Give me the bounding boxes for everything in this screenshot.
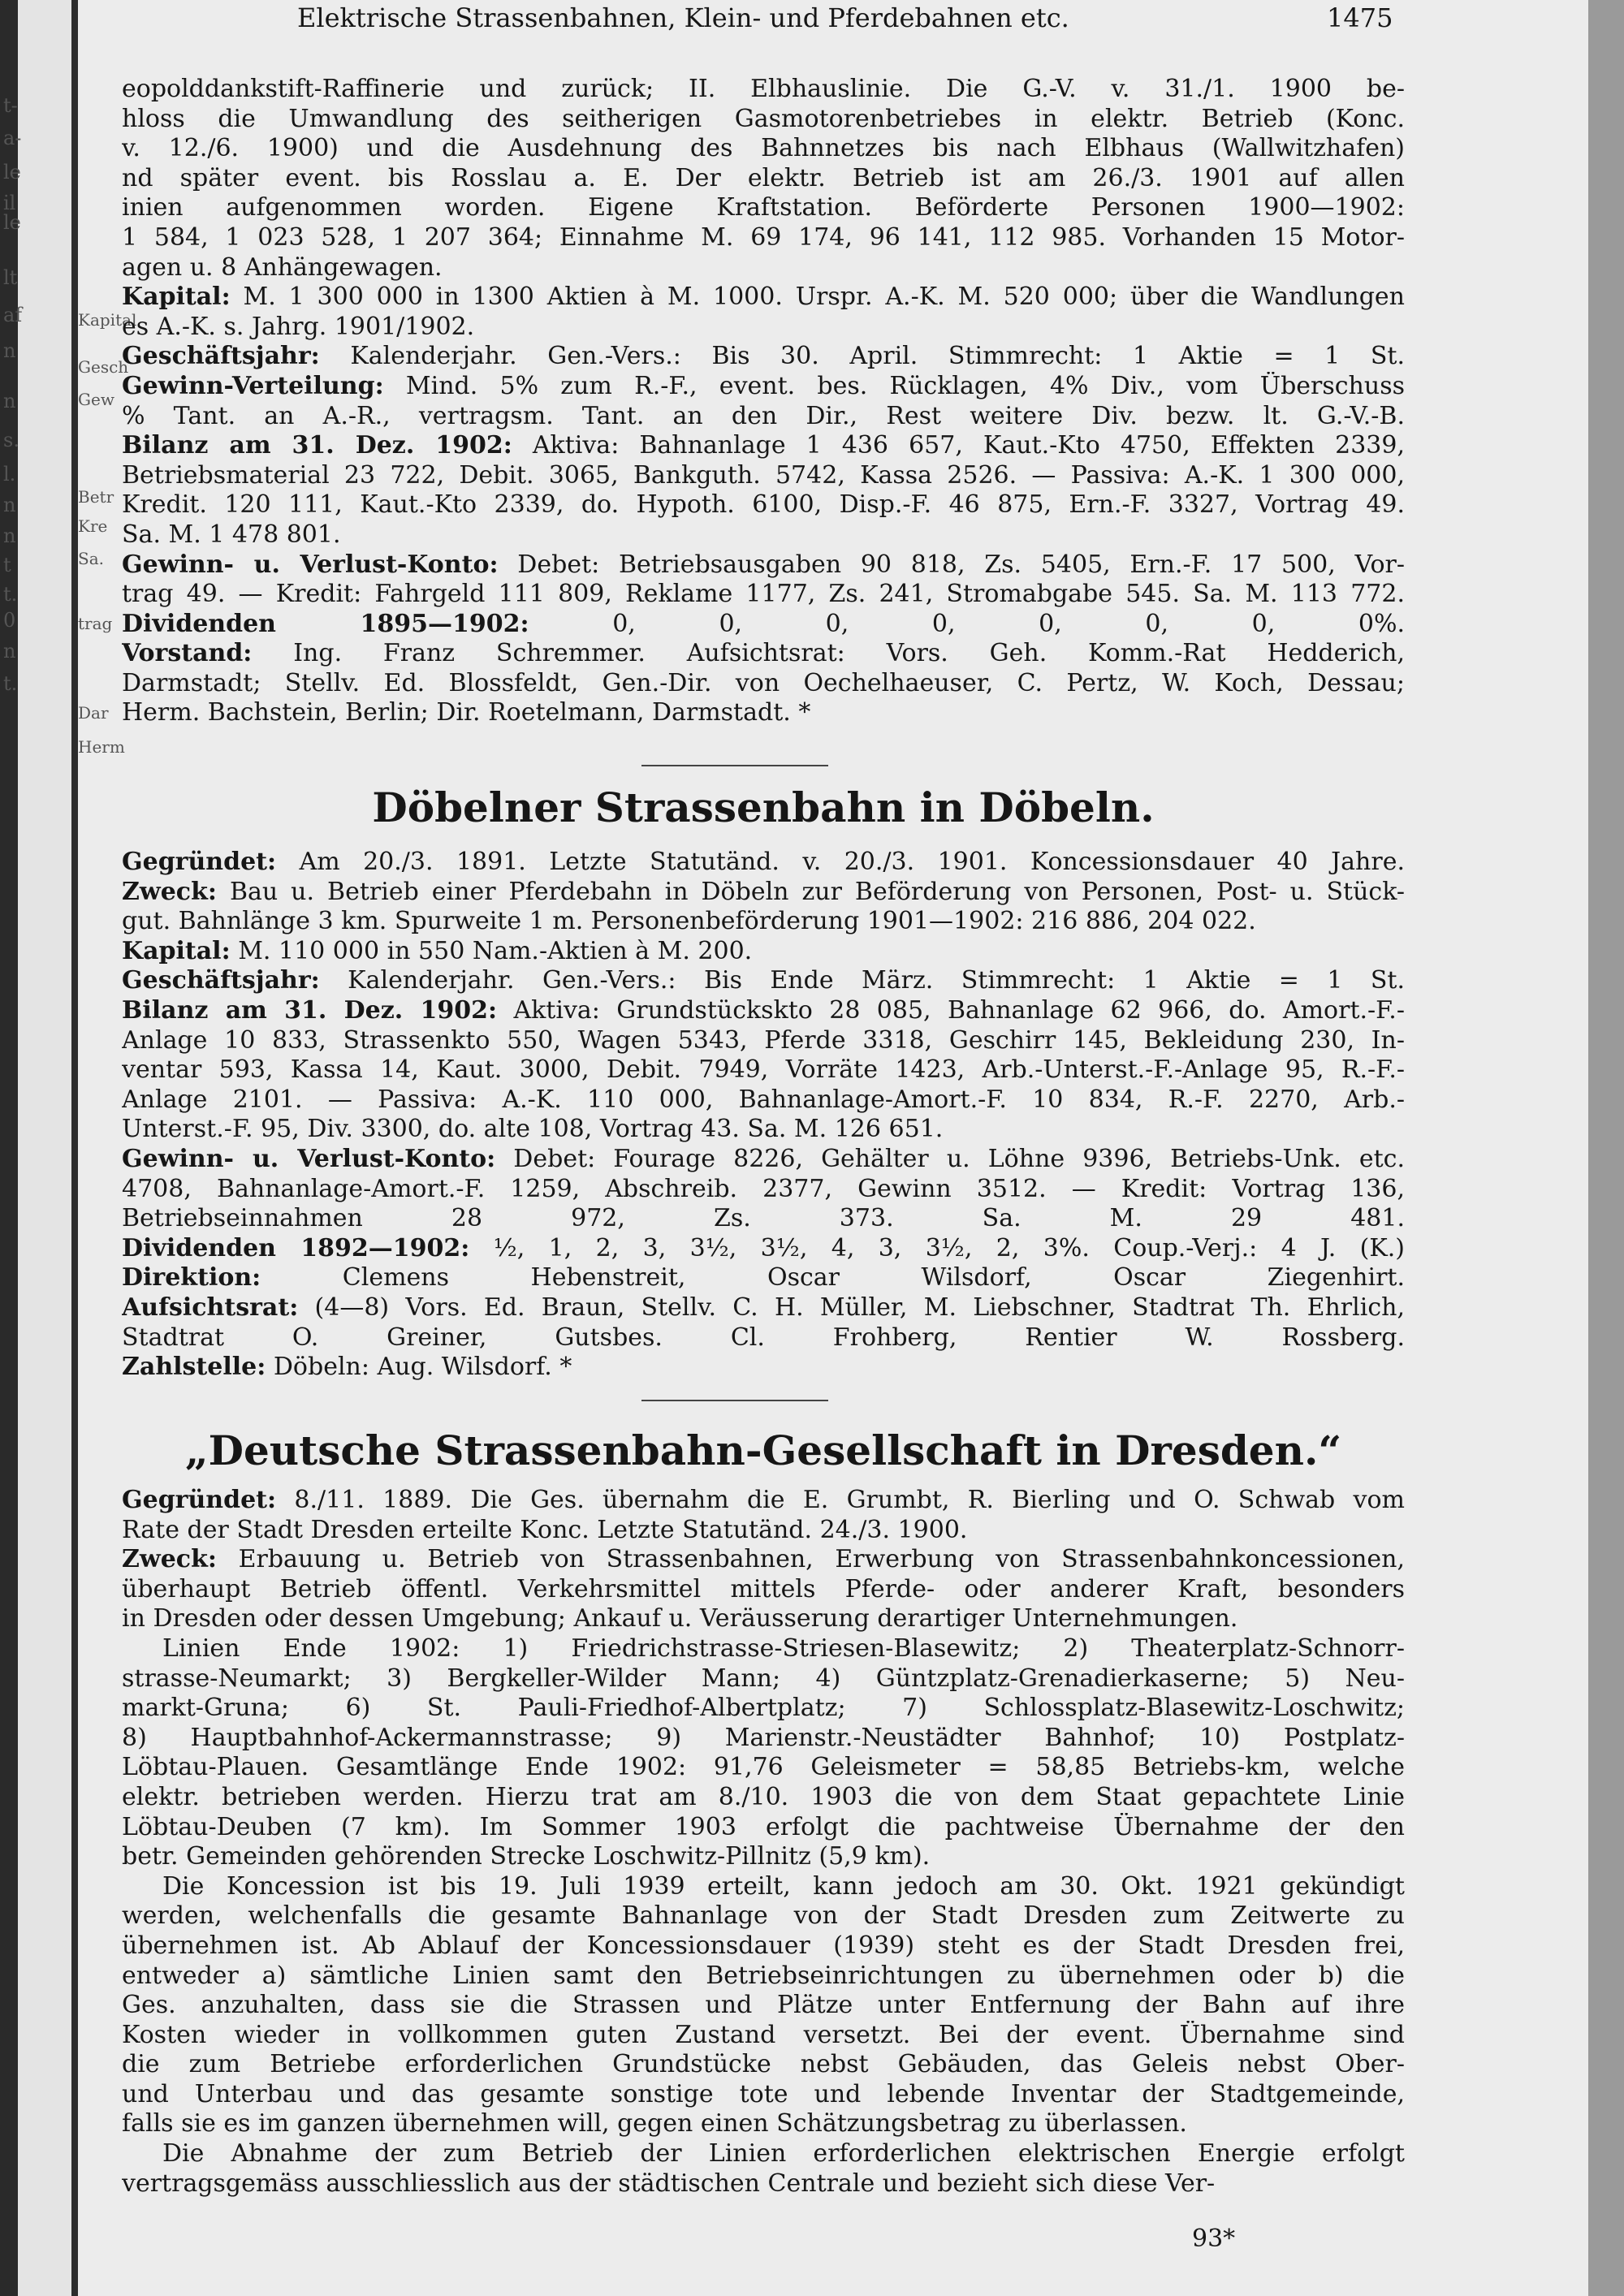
line-text: Ing. Franz Schremmer. Aufsichtsrat: Vors. Geh. Komm.-Rat Hedderich, bbox=[252, 639, 1405, 668]
text-line bbox=[122, 1175, 1405, 1205]
text-line bbox=[122, 283, 1405, 313]
margin-mark: Betr bbox=[78, 487, 114, 507]
line-text: nd später event. bis Rosslau a. E. Der elektr. Betrieb ist am 26./3. 1901 auf allen bbox=[122, 163, 1405, 192]
text-line bbox=[122, 1115, 1405, 1145]
line-text: Mind. 5% zum R.-F., event. bes. Rücklagen, 4% Div., vom Überschuss bbox=[383, 371, 1405, 400]
entry-label: Gegründet: bbox=[122, 1486, 277, 1514]
margin-mark: 0 bbox=[3, 609, 16, 632]
text-line bbox=[122, 313, 1405, 343]
divider-2 bbox=[641, 1400, 828, 1401]
line-text: trag 49. — Kredit: Fahrgeld 111 809, Reklame 1177, Zs. 241, Stromabgabe 545. Sa. M. 113 772. bbox=[122, 580, 1405, 609]
text-line bbox=[122, 1545, 1405, 1575]
text-line bbox=[122, 1353, 1405, 1383]
line-text: Darmstadt; Stellv. Ed. Blossfeldt, Gen.-Dir. von Oechelhaeuser, C. Pertz, W. Koch, Dessau; bbox=[122, 668, 1405, 697]
entry-label: Gewinn- u. Verlust-Konto: bbox=[122, 550, 499, 579]
line-text: (4—8) Vors. Ed. Braun, Stellv. C. H. Müller, M. Liebschner, Stadtrat Th. Ehrlich, bbox=[298, 1293, 1405, 1322]
line-text: Betriebseinnahmen 28 972, Zs. 373. Sa. M. 29 481. bbox=[122, 1204, 1405, 1233]
line-text: M. 110 000 in 550 Nam.-Aktien à M. 200. bbox=[230, 936, 753, 965]
line-text: gut. Bahnlänge 3 km. Spurweite 1 m. Personenbeförderung 1901—1902: 216 886, 204 022. bbox=[122, 907, 1256, 936]
margin-mark: Gesch bbox=[78, 357, 129, 377]
margin-mark: l. bbox=[3, 463, 16, 486]
entry-label: Gewinn- u. Verlust-Konto: bbox=[122, 1144, 496, 1173]
line-text: markt-Gruna; 6) St. Pauli-Friedhof-Albertplatz; 7) Schlossplatz-Blasewitz-Loschwitz; bbox=[122, 1694, 1405, 1723]
line-text: 1 584, 1 023 528, 1 207 364; Einnahme M. 69 174, 96 141, 112 985. Vorhanden 15 Motor- bbox=[122, 222, 1405, 252]
entry-label: Geschäftsjahr: bbox=[122, 342, 320, 371]
line-text: Döbeln: Aug. Wilsdorf. * bbox=[266, 1353, 572, 1382]
line-text: strasse-Neumarkt; 3) Bergkeller-Wilder Mann; 4) Güntzplatz-Grenadierkaserne; 5) Neu- bbox=[122, 1664, 1405, 1693]
line-text: werden, welchenfalls die gesamte Bahnanlage von der Stadt Dresden zum Zeitwerte zu bbox=[122, 1901, 1405, 1931]
line-text: Debet: Betriebsausgaben 90 818, Zs. 5405, Ern.-F. 17 500, Vor- bbox=[498, 550, 1405, 579]
text-line bbox=[122, 1962, 1405, 1992]
line-text: übernehmen ist. Ab Ablauf der Koncessionsdauer (1939) steht es der Stadt Dresden frei, bbox=[122, 1931, 1405, 1960]
text-line bbox=[122, 2139, 1405, 2169]
text-line bbox=[122, 1991, 1405, 2021]
text-line bbox=[122, 1813, 1405, 1843]
margin-mark: Kapital bbox=[78, 310, 137, 330]
margin-mark: lt bbox=[3, 266, 18, 289]
text-line bbox=[122, 1204, 1405, 1234]
margin-mark: Gew bbox=[78, 390, 114, 409]
text-line bbox=[122, 1516, 1405, 1546]
text-line bbox=[122, 1323, 1405, 1353]
line-text: v. 12./6. 1900) und die Ausdehnung des Bahnnetzes bis nach Elbhaus (Wallwitzhafen) bbox=[122, 134, 1405, 163]
line-text: 8) Hauptbahnhof-Ackermannstrasse; 9) Marienstr.-Neustädter Bahnhof; 10) Postplatz- bbox=[122, 1723, 1405, 1752]
text-line bbox=[122, 966, 1405, 996]
text-line bbox=[122, 1724, 1405, 1754]
entry-label: Vorstand: bbox=[122, 639, 253, 668]
line-text: Herm. Bachstein, Berlin; Dir. Roetelmann, Darmstadt. * bbox=[122, 698, 811, 727]
text-line bbox=[122, 1604, 1405, 1634]
section-dessau bbox=[122, 75, 1405, 728]
line-text: Kredit. 120 111, Kaut.-Kto 2339, do. Hypoth. 6100, Disp.-F. 46 875, Ern.-F. 3327, Vortrag 49. bbox=[122, 490, 1405, 520]
line-text: Anlage 10 833, Strassenkto 550, Wagen 5343, Pferde 3318, Geschirr 145, Bekleidung 230, In- bbox=[122, 1025, 1405, 1055]
entry-label: Direktion: bbox=[122, 1263, 261, 1293]
margin-mark: Kre bbox=[78, 516, 108, 536]
line-text: hloss die Umwandlung des seitherigen Gasmotorenbetriebes in elektr. Betrieb (Konc. bbox=[122, 104, 1405, 133]
text-line bbox=[122, 134, 1405, 164]
line-text: Bau u. Betrieb einer Pferdebahn in Döbeln zur Beförderung von Personen, Post- u. Stück- bbox=[216, 877, 1405, 906]
line-text: die zum Betriebe erforderlichen Grundstücke nebst Gebäuden, das Geleis nebst Ober- bbox=[122, 2050, 1405, 2079]
text-line bbox=[122, 2080, 1405, 2110]
margin-mark: n bbox=[3, 494, 16, 516]
text-line bbox=[122, 223, 1405, 253]
margin-mark: il bbox=[3, 192, 16, 214]
text-line bbox=[122, 75, 1405, 105]
line-text: Aktiva: Bahnanlage 1 436 657, Kaut.-Kto 4750, Effekten 2339, bbox=[512, 431, 1405, 460]
line-text: Erbauung u. Betrieb von Strassenbahnen, Erwerbung von Strassenbahnkoncessionen, bbox=[216, 1545, 1405, 1574]
line-text: Aktiva: Grundstückskto 28 085, Bahnanlage 62 966, do. Amort.-F.- bbox=[497, 995, 1405, 1025]
text-line bbox=[122, 2169, 1405, 2199]
text-line bbox=[122, 937, 1405, 967]
line-text: Sa. M. 1 478 801. bbox=[122, 520, 341, 549]
margin-mark: trag bbox=[78, 614, 113, 633]
text-line bbox=[122, 1694, 1405, 1724]
text-line bbox=[122, 1055, 1405, 1085]
text-line bbox=[122, 610, 1405, 640]
section-doebeln bbox=[122, 848, 1405, 1383]
line-text: % Tant. an A.-R., vertragsm. Tant. an den Dir., Rest weitere Div. bezw. lt. G.-V.-B. bbox=[122, 401, 1405, 430]
text-line bbox=[122, 1234, 1405, 1264]
right-page-edge bbox=[1588, 0, 1624, 2296]
text-line bbox=[122, 461, 1405, 491]
entry-label: Zweck: bbox=[122, 877, 217, 906]
margin-mark: n bbox=[3, 390, 16, 412]
line-text: 0, 0, 0, 0, 0, 0, 0, 0%. bbox=[529, 609, 1405, 638]
line-text: Clemens Hebenstreit, Oscar Wilsdorf, Oscar Ziegenhirt. bbox=[261, 1263, 1405, 1293]
margin-mark: s. bbox=[3, 429, 19, 451]
line-text: in Dresden oder dessen Umgebung; Ankauf u. Veräusserung derartiger Unternehmungen. bbox=[122, 1604, 1238, 1634]
text-line bbox=[122, 105, 1405, 135]
entry-label: Zahlstelle: bbox=[122, 1353, 266, 1382]
text-line bbox=[122, 1753, 1405, 1783]
text-line bbox=[122, 669, 1405, 699]
line-text: Löbtau-Deuben (7 km). Im Sommer 1903 erfolgt die pachtweise Übernahme der den bbox=[122, 1812, 1405, 1841]
margin-mark: t- bbox=[3, 94, 18, 117]
text-line bbox=[122, 2050, 1405, 2080]
text-line bbox=[122, 2021, 1405, 2051]
margin-mark: a- bbox=[3, 127, 22, 149]
entry-label: Aufsichtsrat: bbox=[122, 1293, 299, 1322]
line-text: inien aufgenommen worden. Eigene Kraftstation. Beförderte Personen 1900—1902: bbox=[122, 193, 1405, 222]
text-line bbox=[122, 639, 1405, 669]
text-line bbox=[122, 1575, 1405, 1605]
text-line bbox=[122, 520, 1405, 550]
line-text: und Unterbau und das gesamte sonstige tote und lebende Inventar der Stadtgemeinde, bbox=[122, 2079, 1405, 2108]
line-text: Betriebsmaterial 23 722, Debit. 3065, Bankguth. 5742, Kassa 2526. — Passiva: A.-K. 1 300 000, bbox=[122, 460, 1405, 490]
line-text: Kalenderjahr. Gen.-Vers.: Bis Ende März. Stimmrecht: 1 Aktie = 1 St. bbox=[319, 966, 1405, 995]
text-line bbox=[122, 1901, 1405, 1931]
entry-label: Kapital: bbox=[122, 283, 231, 312]
text-line bbox=[122, 1842, 1405, 1872]
margin-mark: t. bbox=[3, 583, 18, 606]
text-line bbox=[122, 698, 1405, 728]
line-text: betr. Gemeinden gehörenden Strecke Loschwitz-Pillnitz (5,9 km). bbox=[122, 1842, 931, 1871]
line-text: Ges. anzuhalten, dass sie die Strassen und Plätze unter Entfernung der Bahn auf ihre bbox=[122, 1991, 1405, 2020]
line-text: falls sie es im ganzen übernehmen will, gegen einen Schätzungsbetrag zu überlassen. bbox=[122, 2109, 1187, 2138]
text-line bbox=[122, 1486, 1405, 1516]
margin-mark: n bbox=[3, 339, 16, 362]
line-text: Die Abnahme der zum Betrieb der Linien erforderlichen elektrischen Energie erfolgt bbox=[162, 2139, 1405, 2169]
line-text: agen u. 8 Anhängewagen. bbox=[122, 252, 443, 282]
line-text: Löbtau-Plauen. Gesamtlänge Ende 1902: 91,76 Geleismeter = 58,85 Betriebs-km, welche bbox=[122, 1753, 1405, 1782]
line-text: Die Koncession ist bis 19. Juli 1939 erteilt, kann jedoch am 30. Okt. 1921 gekündigt bbox=[162, 1871, 1405, 1901]
margin-mark: le bbox=[3, 161, 21, 183]
margin-mark: t. bbox=[3, 672, 18, 695]
margin-mark: n bbox=[3, 524, 16, 547]
text-line bbox=[122, 2109, 1405, 2139]
entry-label: Bilanz am 31. Dez. 1902: bbox=[122, 995, 498, 1025]
text-line bbox=[122, 550, 1405, 580]
text-line bbox=[122, 580, 1405, 610]
entry-label: Gegründet: bbox=[122, 848, 277, 876]
divider-1 bbox=[641, 765, 828, 766]
line-text: Unterst.-F. 95, Div. 3300, do. alte 108, Vortrag 43. Sa. M. 126 651. bbox=[122, 1115, 944, 1144]
text-line bbox=[122, 1293, 1405, 1323]
text-line bbox=[122, 1026, 1405, 1056]
margin-mark: Sa. bbox=[78, 549, 104, 568]
margin-mark: t bbox=[3, 554, 11, 576]
text-line bbox=[122, 996, 1405, 1026]
line-text: Am 20./3. 1891. Letzte Statutänd. v. 20./3. 1901. Koncessionsdauer 40 Jahre. bbox=[276, 848, 1405, 876]
text-line bbox=[122, 1145, 1405, 1175]
line-text: entweder a) sämtliche Linien samt den Betriebseinrichtungen zu übernehmen oder b) die bbox=[122, 1961, 1405, 1990]
text-line bbox=[122, 878, 1405, 908]
text-line bbox=[122, 1872, 1405, 1902]
text-line bbox=[122, 1931, 1405, 1962]
entry-label: Geschäftsjahr: bbox=[122, 966, 320, 995]
text-line bbox=[122, 431, 1405, 461]
margin-mark: af bbox=[3, 304, 23, 326]
text-line bbox=[122, 848, 1405, 878]
text-line bbox=[122, 1664, 1405, 1694]
text-line bbox=[122, 253, 1405, 283]
line-text: vertragsgemäss ausschliesslich aus der städtischen Centrale und bezieht sich diese Ver- bbox=[122, 2169, 1216, 2198]
line-text: elektr. betrieben werden. Hierzu trat am 8./10. 1903 die von dem Staat gepachtete Linie bbox=[122, 1782, 1405, 1811]
section-dresden bbox=[122, 1486, 1405, 2199]
entry-label: Dividenden 1892—1902: bbox=[122, 1233, 470, 1262]
text-line bbox=[122, 1634, 1405, 1664]
line-text: Stadtrat O. Greiner, Gutsbes. Cl. Frohberg, Rentier W. Rossberg. bbox=[122, 1323, 1405, 1352]
text-line bbox=[122, 342, 1405, 372]
margin-mark: le bbox=[3, 211, 21, 234]
line-text: Rate der Stadt Dresden erteilte Konc. Letzte Statutänd. 24./3. 1900. bbox=[122, 1515, 968, 1544]
margin-mark: Herm bbox=[78, 737, 125, 757]
running-title: Elektrische Strassenbahnen, Klein- und Pferdebahnen etc. bbox=[297, 2, 1069, 33]
line-text: 8./11. 1889. Die Ges. übernahm die E. Grumbt, R. Bierling und O. Schwab vom bbox=[276, 1486, 1405, 1514]
line-text: ventar 593, Kassa 14, Kaut. 3000, Debit. 7949, Vorräte 1423, Arb.-Unterst.-F.-Anlage 95, R.-F.- bbox=[122, 1055, 1405, 1085]
text-line bbox=[122, 193, 1405, 223]
line-text: 4708, Bahnanlage-Amort.-F. 1259, Abschreib. 2377, Gewinn 3512. — Kredit: Vortrag 136, bbox=[122, 1174, 1405, 1203]
text-line bbox=[122, 372, 1405, 402]
text-line bbox=[122, 1263, 1405, 1293]
text-line bbox=[122, 402, 1405, 432]
text-line bbox=[122, 490, 1405, 520]
line-text: überhaupt Betrieb öffentl. Verkehrsmittel mittels Pferde- oder anderer Kraft, besonders bbox=[122, 1574, 1405, 1603]
entry-label: Zweck: bbox=[122, 1545, 217, 1574]
title-dresden: „Deutsche Strassenbahn-Gesellschaft in Dresden.“ bbox=[184, 1426, 1342, 1474]
text-line bbox=[122, 1085, 1405, 1116]
entry-label: Dividenden 1895—1902: bbox=[122, 609, 529, 638]
line-text: Anlage 2101. — Passiva: A.-K. 110 000, Bahnanlage-Amort.-F. 10 834, R.-F. 2270, Arb.- bbox=[122, 1085, 1405, 1114]
entry-label: Kapital: bbox=[122, 936, 231, 965]
entry-label: Gewinn-Verteilung: bbox=[122, 371, 384, 400]
line-text: ½, 1, 2, 3, 3½, 3½, 4, 3, 3½, 2, 3%. Coup.-Verj.: 4 J. (K.) bbox=[469, 1233, 1405, 1262]
page-number: 1475 bbox=[1327, 2, 1393, 33]
text-line bbox=[122, 1783, 1405, 1813]
text-line bbox=[122, 164, 1405, 194]
line-text: Kalenderjahr. Gen.-Vers.: Bis 30. April. Stimmrecht: 1 Aktie = 1 St. bbox=[319, 342, 1405, 371]
text-line bbox=[122, 907, 1405, 937]
line-text: M. 1 300 000 in 1300 Aktien à M. 1000. Urspr. A.-K. M. 520 000; über die Wandlungen bbox=[230, 283, 1405, 312]
margin-mark: Dar bbox=[78, 703, 109, 723]
line-text: es A.-K. s. Jahrg. 1901/1902. bbox=[122, 312, 475, 341]
line-text: Kosten wieder in vollkommen guten Zustand versetzt. Bei der event. Übernahme sind bbox=[122, 2020, 1405, 2049]
margin-mark: n bbox=[3, 640, 16, 662]
entry-label: Bilanz am 31. Dez. 1902: bbox=[122, 431, 512, 460]
line-text: Linien Ende 1902: 1) Friedrichstrasse-Striesen-Blasewitz; 2) Theaterplatz-Schnorr- bbox=[162, 1634, 1405, 1663]
sheet-mark: 93* bbox=[1192, 2225, 1236, 2253]
title-doebeln: Döbelner Strassenbahn in Döbeln. bbox=[372, 783, 1155, 831]
line-text: eopolddankstift-Raffinerie und zurück; II. Elbhauslinie. Die G.-V. v. 31./1. 1900 be- bbox=[122, 75, 1405, 103]
line-text: Debet: Fourage 8226, Gehälter u. Löhne 9396, Betriebs-Unk. etc. bbox=[495, 1144, 1405, 1173]
